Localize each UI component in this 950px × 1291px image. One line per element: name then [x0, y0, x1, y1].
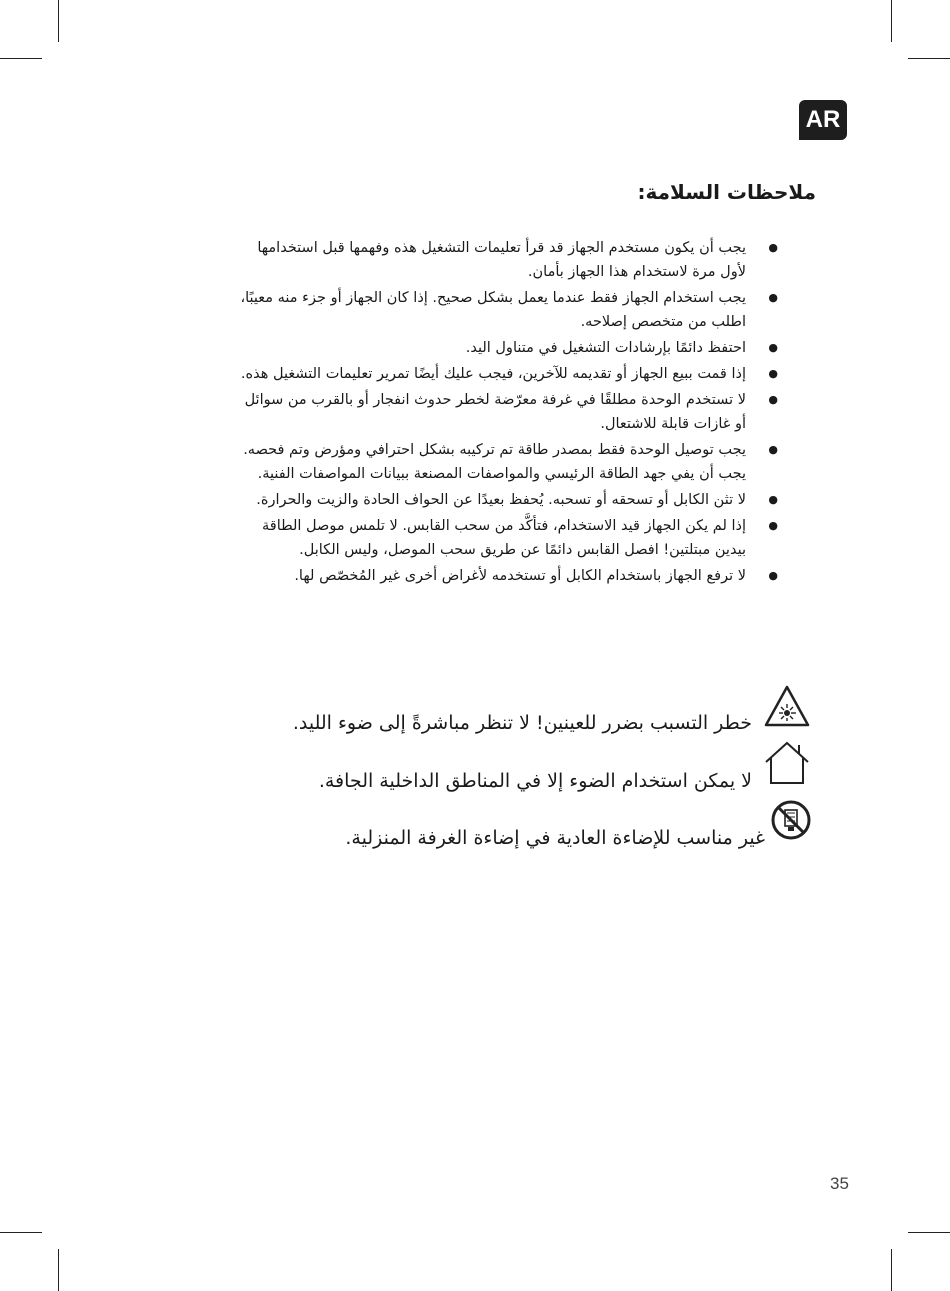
- crop-mark: [891, 1249, 892, 1291]
- page-number: 35: [830, 1174, 849, 1193]
- section-title: ملاحظات السلامة:: [637, 180, 816, 204]
- list-item: ● احتفظ دائمًا بإرشادات التشغيل في متناول اليد.: [240, 336, 786, 360]
- crop-mark: [58, 0, 59, 42]
- crop-mark: [0, 58, 42, 59]
- list-item: ● لا ترفع الجهاز باستخدام الكابل أو تستخدمه لأغراض أخرى غير المُخصّص لها.: [240, 564, 786, 588]
- language-badge: AR: [799, 100, 847, 140]
- crop-mark: [908, 58, 950, 59]
- list-item: ● لا تستخدم الوحدة مطلقًا في غرفة معرّضة لخطر حدوث انفجار أو بالقرب من سوائل أو غازات قابلة للاشتعال.: [240, 388, 786, 436]
- crop-mark: [908, 1232, 950, 1233]
- list-item: ● إذا لم يكن الجهاز قيد الاستخدام، فتأكَّد من سحب القابس. لا تلمس موصل الطاقة بيدين مبتلتين! افصل القابس دائمًا عن طريق سحب الموصل، وليس الكابل.: [240, 514, 786, 562]
- list-item: ● يجب أن يكون مستخدم الجهاز قد قرأ تعليمات التشغيل هذه وفهمها قبل استخدامها لأول مرة لاستخدام هذا الجهاز بأمان.: [240, 236, 786, 284]
- crop-mark: [58, 1249, 59, 1291]
- list-item: ● يجب توصيل الوحدة فقط بمصدر طاقة تم تركيبه بشكل احترافي ومؤرض وتم فحصه. يجب أن يفي جهد الطاقة الرئيسي والمواصفات المصنعة ببيانات المواصفات الفنية.: [240, 438, 786, 486]
- crop-mark: [891, 0, 892, 42]
- list-item: ● لا تثن الكابل أو تسحقه أو تسحبه. يُحفظ بعيدًا عن الحواف الحادة والزيت والحرارة.: [240, 488, 786, 512]
- list-item: ● يجب استخدام الجهاز فقط عندما يعمل بشكل صحيح. إذا كان الجهاز أو جزء منه معيبًا، اطلب من متخصص إصلاحه.: [240, 286, 786, 334]
- laser-warning-icon: [763, 684, 811, 728]
- list-item: ● إذا قمت ببيع الجهاز أو تقديمه للآخرين، فيجب عليك أيضًا تمرير تعليمات التشغيل هذه.: [240, 362, 786, 386]
- crop-mark: [0, 1232, 42, 1233]
- warning-text-eye-hazard: خطر التسبب بضرر للعينين! لا تنظر مباشرةً إلى ضوء الليد.: [292, 712, 752, 734]
- warning-text-not-household: غير مناسب للإضاءة العادية في إضاءة الغرفة المنزلية.: [345, 827, 765, 849]
- no-household-lighting-icon: [770, 799, 812, 841]
- warning-text-indoor-use: لا يمكن استخدام الضوء إلا في المناطق الداخلية الجافة.: [318, 770, 752, 792]
- indoor-use-icon: [763, 740, 811, 786]
- safety-notes-list: [240, 236, 786, 590]
